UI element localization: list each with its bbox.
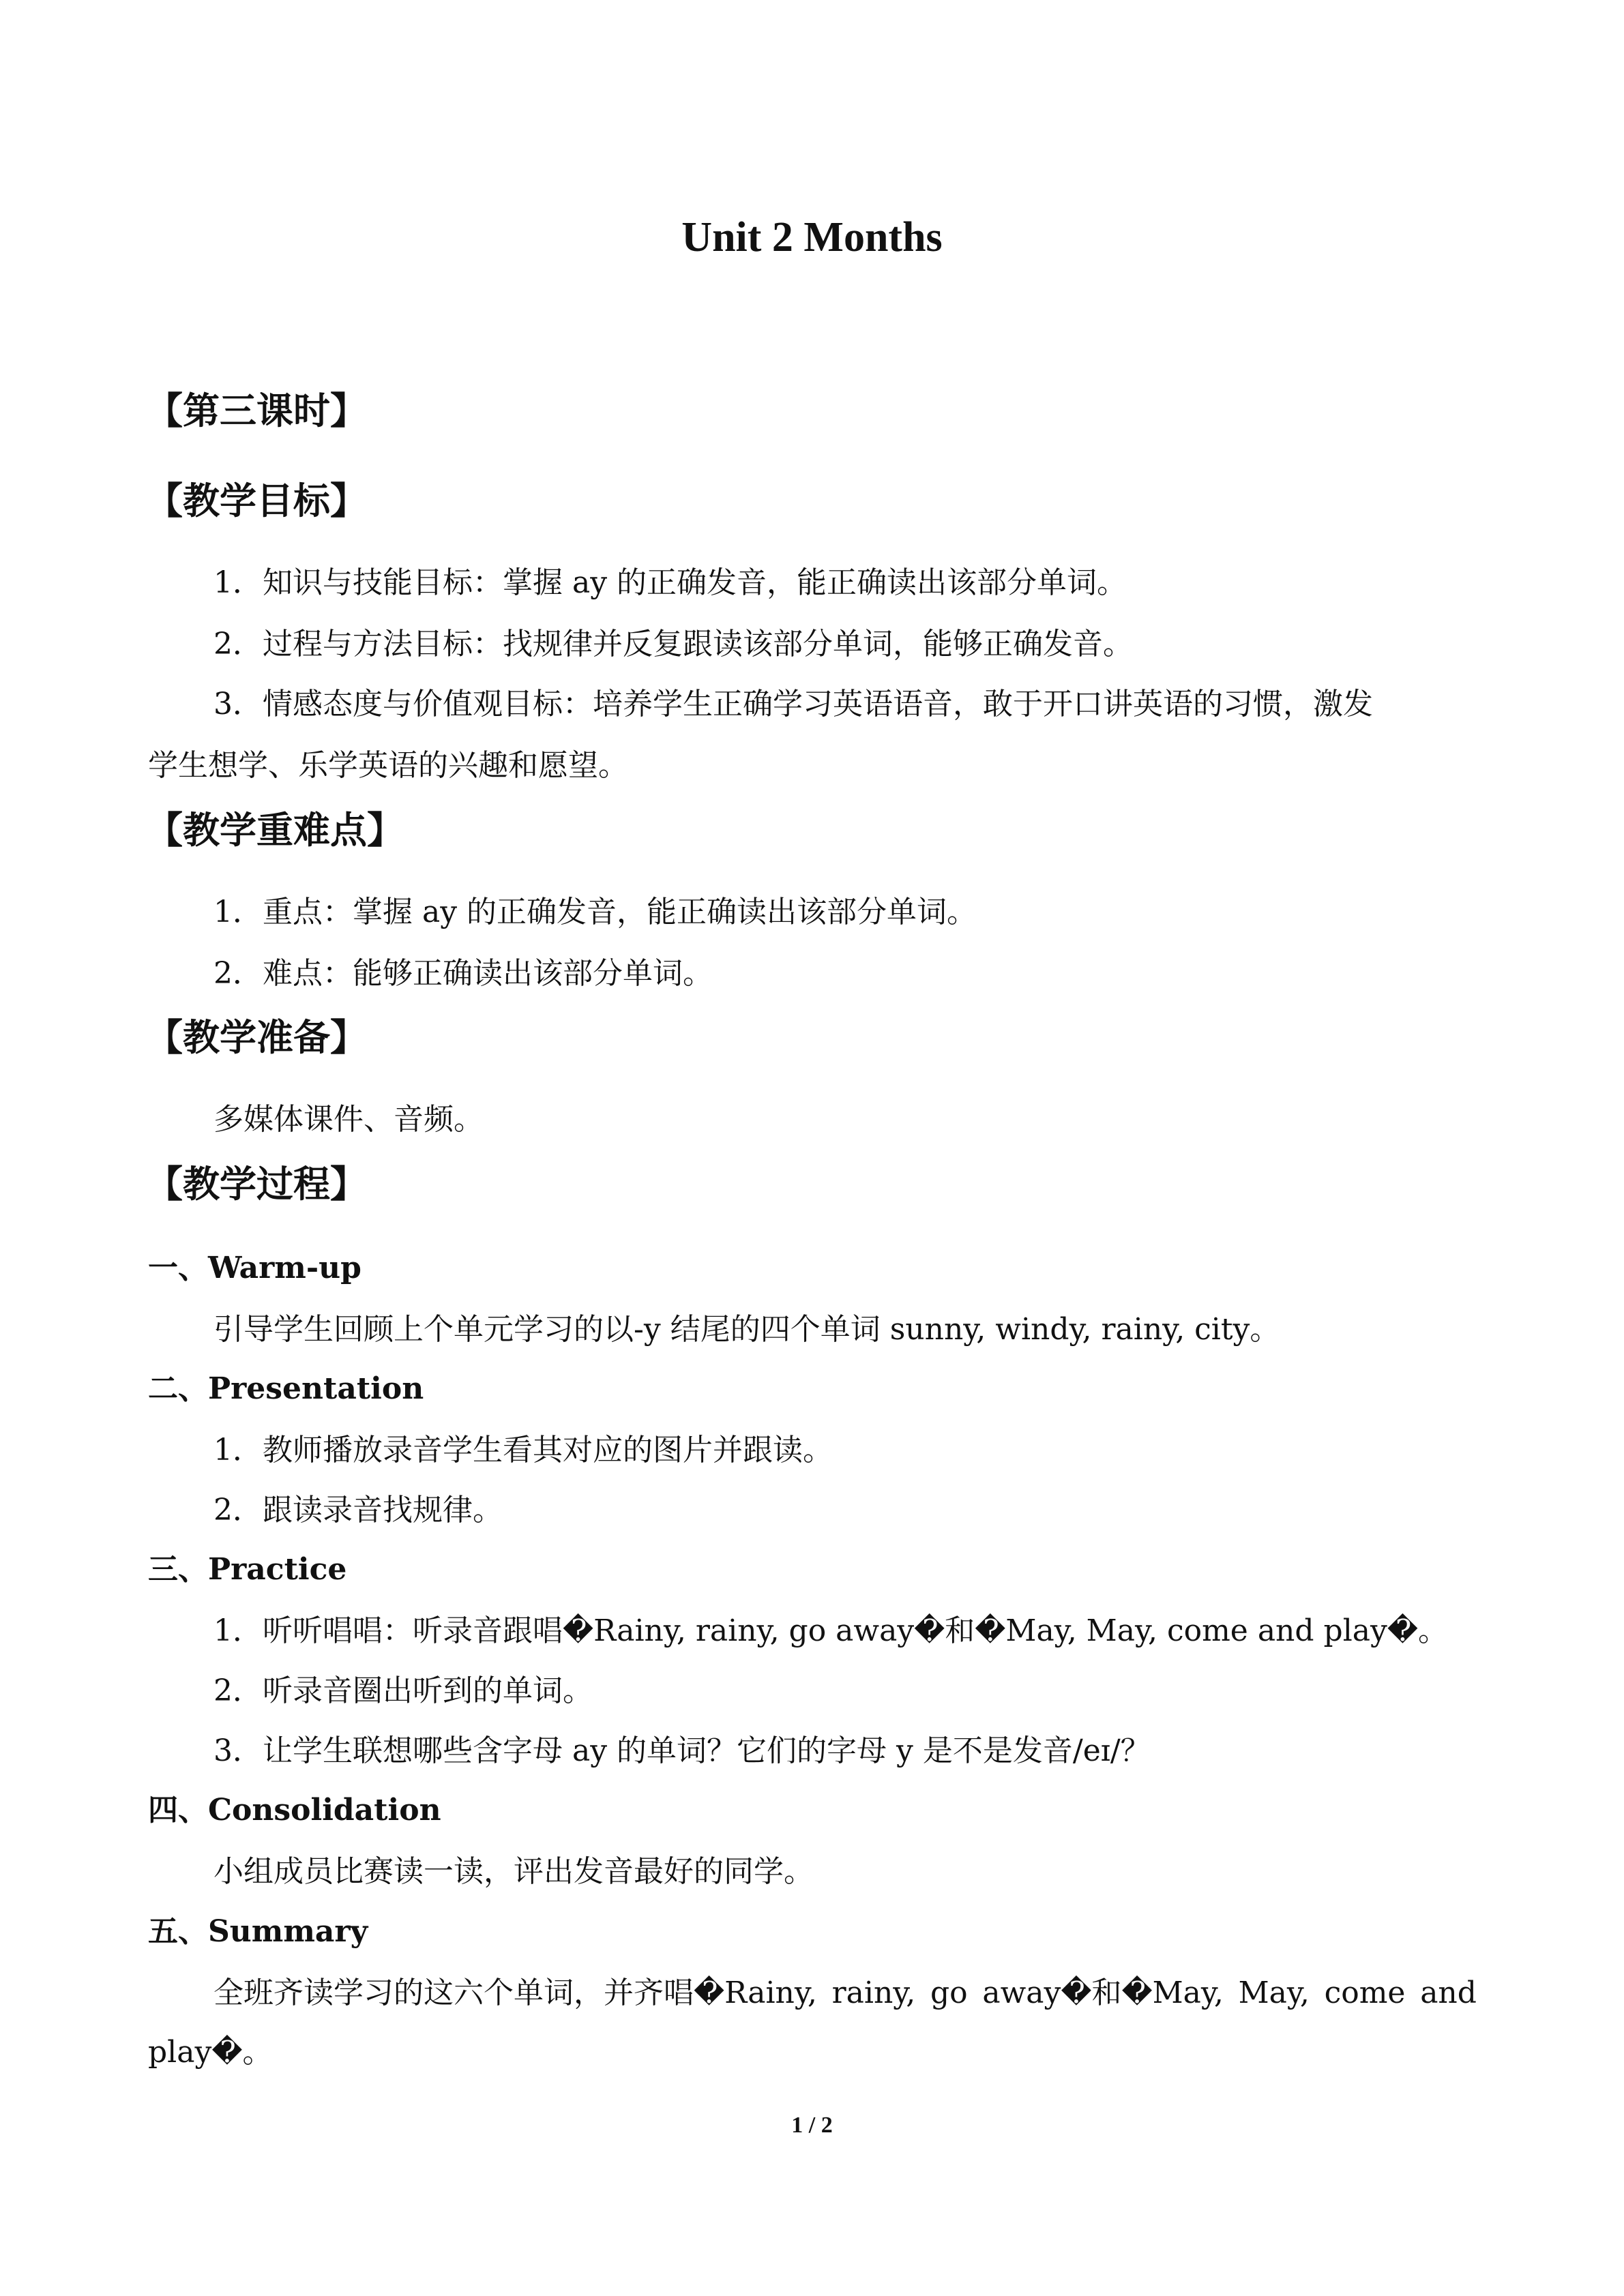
section-title-presentation: 二、Presentation [148,1371,424,1406]
section-title-consolidation: 四、Consolidation [148,1793,441,1828]
objective-item-continuation: 学生想学、乐学英语的兴趣和愿望。 [148,748,628,783]
section-line: 1．听听唱唱：听录音跟唱�Rainy, rainy, go away�和�May, May, come and play�。 [213,1613,1448,1648]
key-points-heading: 【教学重难点】 [146,809,404,852]
summary-word: come [1324,1976,1406,2010]
summary-word: 全班齐读学习的这六个单词，并齐唱�Rainy, [213,1976,817,2010]
section-title-warmup: 一、Warm-up [148,1251,361,1285]
section-line: 3．让学生联想哪些含字母 ay 的单词？它们的字母 y 是不是发音/eɪ/？ [213,1733,1151,1768]
lesson-heading: 【第三课时】 [146,389,367,432]
section-line: 1．教师播放录音学生看其对应的图片并跟读。 [213,1433,833,1467]
section-line: 引导学生回顾上个单元学习的以-y 结尾的四个单词 sunny, windy, rainy, city。 [213,1312,1280,1347]
summary-word: away�和�May, [982,1976,1224,2010]
summary-word: and [1420,1976,1477,2010]
summary-word: go [930,1976,968,2010]
page-number: 1 / 2 [791,2113,833,2138]
summary-justified-line [213,1973,1477,2014]
key-point-item: 1．重点：掌握 ay 的正确发音，能正确读出该部分单词。 [213,895,977,929]
preparation-heading: 【教学准备】 [146,1016,367,1059]
objectives-heading: 【教学目标】 [146,479,367,522]
preparation-text: 多媒体课件、音频。 [213,1102,484,1137]
section-line: 2．跟读录音找规律。 [213,1493,503,1527]
objective-item: 3．情感态度与价值观目标：培养学生正确学习英语语音，敢于开口讲英语的习惯，激发 [213,687,1373,721]
objective-item: 2．过程与方法目标：找规律并反复跟读该部分单词，能够正确发音。 [213,627,1133,661]
key-point-item: 2．难点：能够正确读出该部分单词。 [213,956,713,991]
summary-word: May, [1238,1976,1310,2010]
page-title: Unit 2 Months [681,214,943,260]
section-line: 2．听录音圈出听到的单词。 [213,1673,593,1708]
section-title-summary: 五、Summary [148,1914,368,1949]
objective-item: 1．知识与技能目标：掌握 ay 的正确发音，能正确读出该部分单词。 [213,565,1127,600]
summary-last-line: play�。 [148,2035,273,2070]
section-line: 小组成员比赛读一读，评出发音最好的同学。 [213,1854,814,1889]
summary-word: rainy, [831,1976,916,2010]
section-title-practice: 三、Practice [148,1552,347,1587]
process-heading: 【教学过程】 [146,1163,367,1206]
